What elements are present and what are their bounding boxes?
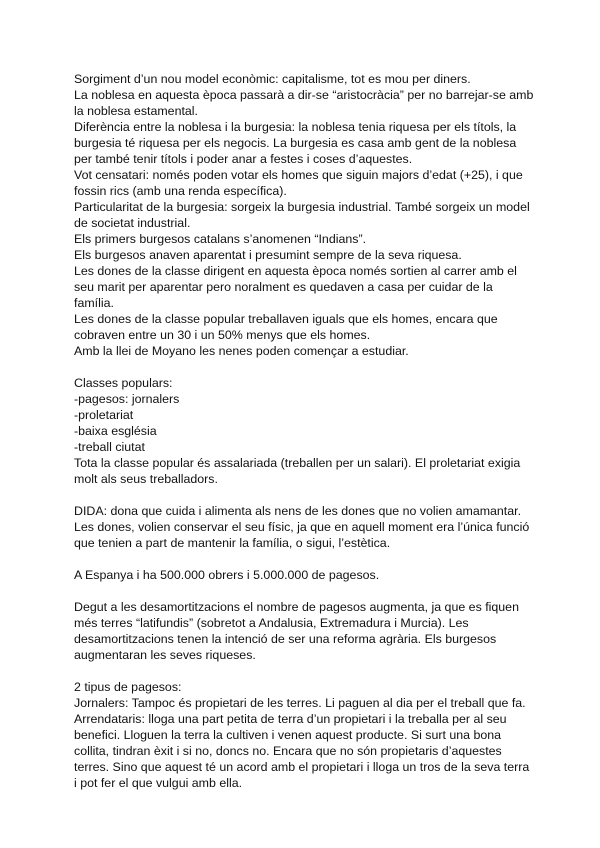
section-heading: 2 tipus de pagesos: <box>74 680 182 694</box>
section-heading: Classes populars: <box>74 376 173 390</box>
paragraph: Els burgesos anaven aparentat i presumint sempre de la seva riquesa. <box>74 248 462 262</box>
section-tipus-pagesos <box>74 679 534 791</box>
paragraph: DIDA: dona que cuida i alimenta als nens de les dones que no volien amamantar. Les dones, volien conservar el seu físic, ja que en aquell moment era l’única funció que tenien a part de mantenir la família, o sigui, l’estètica. <box>74 504 530 550</box>
list-item: -baixa església <box>74 424 157 438</box>
blank-line <box>74 583 534 599</box>
paragraph: Degut a les desamortitzacions el nombre de pagesos augmenta, ja que es fiquen més terres “latifundis” (sobretot a Andalusia, Extremadura i Murcia). Les desamortitzacions tenen la intenció de ser una reforma agrària. Els burgesos augmentaran les seves riqueses. <box>74 600 519 662</box>
blank-line <box>74 487 534 503</box>
paragraph: Diferència entre la noblesa i la burgesia: la noblesa tenia riquesa per els títols, la burgesia té riquesa per els negocis. La burgesia es casa amb gent de la noblesa per també tenir títols i poder anar a festes i coses d’aquestes. <box>74 120 517 166</box>
blank-line <box>74 551 534 567</box>
paragraph: Sorgiment d’un nou model econòmic: capitalisme, tot es mou per diners. <box>74 72 471 86</box>
paragraph: La noblesa en aquesta època passarà a dir-se “aristocràcia” per no barrejar-se amb la noblesa estamental. <box>74 88 534 118</box>
paragraph: Les dones de la classe popular treballaven iguals que els homes, encara que cobraven entre un 30 i un 50% menys que els homes. <box>74 312 498 342</box>
section-dida <box>74 503 534 551</box>
paragraph: Els primers burgesos catalans s’anomenen “Indians”. <box>74 232 367 246</box>
paragraph: Arrendataris: lloga una part petita de terra d’un propietari i la treballa per al seu benefici. Lloguen la terra la cultiven i venen aquest producte. Si surt una bona collita, tindran èxit i si no, doncs no. Encara que no són propietaris d’aquestes terres. Sino que aquest té un acord amb el propietari i lloga un tros de la seva terra i pot fer el que vulgui amb ella. <box>74 712 530 790</box>
paragraph: Vot censatari: només poden votar els homes que siguin majors d’edat (+25), i que fossin rics (amb una renda específica). <box>74 168 523 198</box>
paragraph: A Espanya i ha 500.000 obrers i 5.000.000 de pagesos. <box>74 568 380 582</box>
section-classes-populars <box>74 375 534 487</box>
section-capitalisme <box>74 71 534 359</box>
document-page <box>74 71 534 791</box>
paragraph: Jornalers: Tampoc és propietari de les terres. Li paguen al dia per el treball que fa. <box>74 696 526 710</box>
list-item: -proletariat <box>74 408 134 422</box>
paragraph: Particularitat de la burgesia: sorgeix la burgesia industrial. També sorgeix un model de societat industrial. <box>74 200 530 230</box>
section-obrers <box>74 567 534 583</box>
section-desamortitzacions <box>74 599 534 663</box>
blank-line <box>74 359 534 375</box>
paragraph: Tota la classe popular és assalariada (treballen per un salari). El proletariat exigia molt als seus treballadors. <box>74 456 521 486</box>
paragraph: Amb la llei de Moyano les nenes poden començar a estudiar. <box>74 344 409 358</box>
list-item: -treball ciutat <box>74 440 145 454</box>
blank-line <box>74 663 534 679</box>
paragraph: Les dones de la classe dirigent en aquesta època només sortien al carrer amb el seu marit per aparentar pero noralment es quedaven a casa per cuidar de la família. <box>74 264 517 310</box>
list-item: -pagesos: jornalers <box>74 392 180 406</box>
